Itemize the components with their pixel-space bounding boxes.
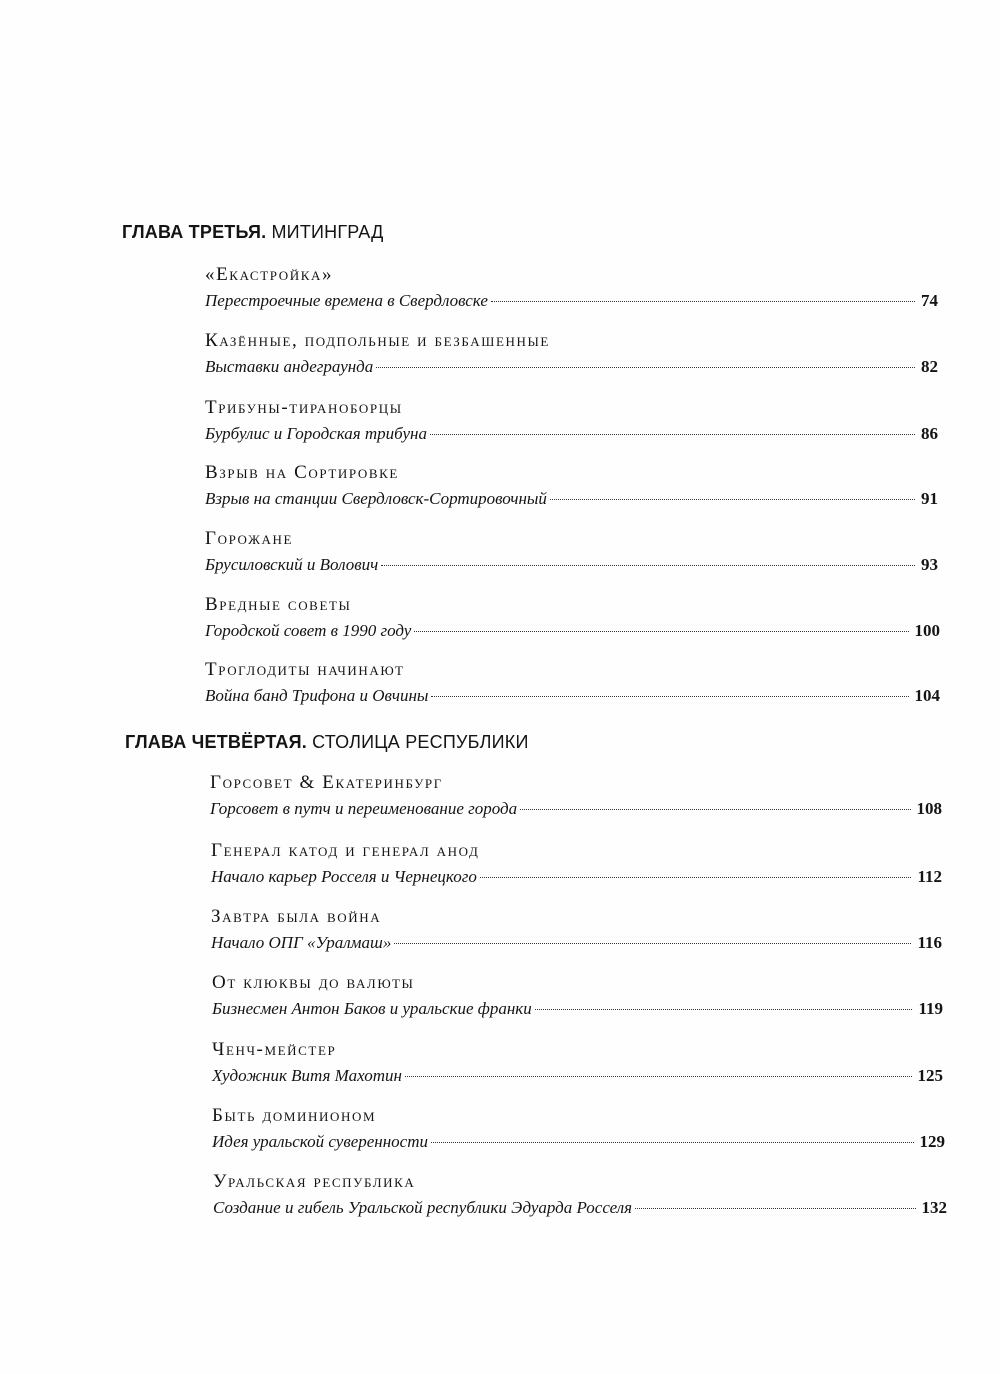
- page-number: 104: [914, 686, 940, 705]
- toc-entry: [213, 1171, 947, 1227]
- dot-leader: [491, 301, 915, 302]
- entry-subtitle: Взрыв на станции Свердловск-Сортировочный: [205, 489, 547, 508]
- entry-subtitle: Горсовет в путч и переименование города: [210, 799, 518, 818]
- entry-subtitle: Начало ОПГ «Уралмаш»: [211, 933, 392, 952]
- entry-subtitle: Художник Витя Махотин: [212, 1066, 402, 1085]
- page-number: 93: [921, 555, 938, 574]
- entry-line: [212, 1132, 945, 1152]
- entry-line: [212, 1066, 943, 1086]
- page-number: 119: [918, 999, 943, 1018]
- entry-subtitle: Выставки андеграунда: [205, 357, 374, 376]
- entry-line: [205, 555, 938, 575]
- chapter-label: ГЛАВА ТРЕТЬЯ.: [122, 222, 267, 242]
- entry-title: Генерал катод и генерал анод: [211, 840, 480, 861]
- entry-subtitle: Брусиловский и Волович: [205, 555, 379, 574]
- entry-title: Казённые, подпольные и безбашенные: [205, 330, 550, 351]
- page-number: 112: [917, 867, 942, 886]
- toc-entry: [212, 1105, 945, 1161]
- entry-title: Быть доминионом: [212, 1105, 377, 1126]
- dot-leader: [520, 809, 910, 810]
- page-number: 116: [917, 933, 942, 952]
- toc-entry: [205, 528, 938, 584]
- dot-leader: [414, 631, 908, 632]
- toc-entry: [205, 594, 940, 650]
- entry-title: «Екастройка»: [205, 264, 334, 285]
- entry-subtitle: Городской совет в 1990 году: [205, 621, 412, 640]
- toc-entry: [205, 264, 938, 320]
- dot-leader: [550, 499, 915, 500]
- entry-title: Взрыв на Сортировке: [205, 462, 399, 483]
- entry-title: Трибуны-тираноборцы: [205, 397, 403, 418]
- entry-subtitle: Перестроечные времена в Свердловске: [205, 291, 488, 310]
- entry-title: Вредные советы: [205, 594, 352, 615]
- entry-line: [213, 1198, 947, 1218]
- entry-subtitle: Бизнесмен Антон Баков и уральские франки: [212, 999, 532, 1018]
- page-number: 86: [921, 424, 938, 443]
- chapter-title: СТОЛИЦА РЕСПУБЛИКИ: [312, 732, 529, 752]
- page-number: 125: [917, 1066, 943, 1085]
- dot-leader: [394, 943, 911, 944]
- toc-entry: [211, 906, 942, 962]
- entry-subtitle: Война банд Трифона и Овчины: [205, 686, 429, 705]
- entry-line: [211, 933, 942, 953]
- page-number: 129: [919, 1132, 945, 1151]
- chapter-heading: [125, 732, 529, 753]
- toc-entry: [212, 972, 943, 1028]
- page-number: 132: [921, 1198, 947, 1217]
- entry-line: [212, 999, 943, 1019]
- entry-title: Уральская республика: [213, 1171, 416, 1192]
- chapter-label: ГЛАВА ЧЕТВЁРТАЯ.: [125, 732, 307, 752]
- entry-title: Горсовет & Екатеринбург: [210, 772, 443, 793]
- toc-entry: [205, 397, 938, 453]
- dot-leader: [635, 1208, 915, 1209]
- dot-leader: [405, 1076, 912, 1077]
- entry-line: [205, 357, 938, 377]
- entry-title: Ченч-мейстер: [212, 1039, 337, 1060]
- dot-leader: [535, 1009, 913, 1010]
- entry-line: [210, 799, 942, 819]
- entry-line: [205, 291, 938, 311]
- entry-subtitle: Бурбулис и Городская трибуна: [205, 424, 427, 443]
- chapter-heading: [122, 222, 384, 243]
- entry-line: [205, 489, 938, 509]
- entry-line: [205, 686, 940, 706]
- entry-line: [205, 424, 938, 444]
- page-number: 74: [921, 291, 938, 310]
- toc-entry: [205, 659, 940, 715]
- toc-entry: [212, 1039, 943, 1095]
- toc-entry: [210, 772, 942, 828]
- dot-leader: [431, 1142, 914, 1143]
- entry-subtitle: Начало карьер Росселя и Чернецкого: [211, 867, 477, 886]
- entry-line: [211, 867, 942, 887]
- page-number: 82: [921, 357, 938, 376]
- page-number: 100: [914, 621, 940, 640]
- dot-leader: [376, 367, 915, 368]
- dot-leader: [431, 696, 908, 697]
- page-number: 91: [921, 489, 938, 508]
- dot-leader: [381, 565, 915, 566]
- entry-subtitle: Создание и гибель Уральской республики Эдуарда Росселя: [213, 1198, 633, 1217]
- chapter-title: МИТИНГРАД: [271, 222, 384, 242]
- entry-title: Горожане: [205, 528, 293, 549]
- toc-entry: [205, 462, 938, 518]
- entry-title: Троглодиты начинают: [205, 659, 405, 680]
- toc-entry: [211, 840, 942, 896]
- toc-entry: [205, 330, 938, 386]
- entry-title: Завтра была война: [211, 906, 382, 927]
- entry-line: [205, 621, 940, 641]
- dot-leader: [480, 877, 912, 878]
- page-number: 108: [916, 799, 942, 818]
- entry-title: От клюквы до валюты: [212, 972, 415, 993]
- entry-subtitle: Идея уральской суверенности: [212, 1132, 428, 1151]
- dot-leader: [430, 434, 915, 435]
